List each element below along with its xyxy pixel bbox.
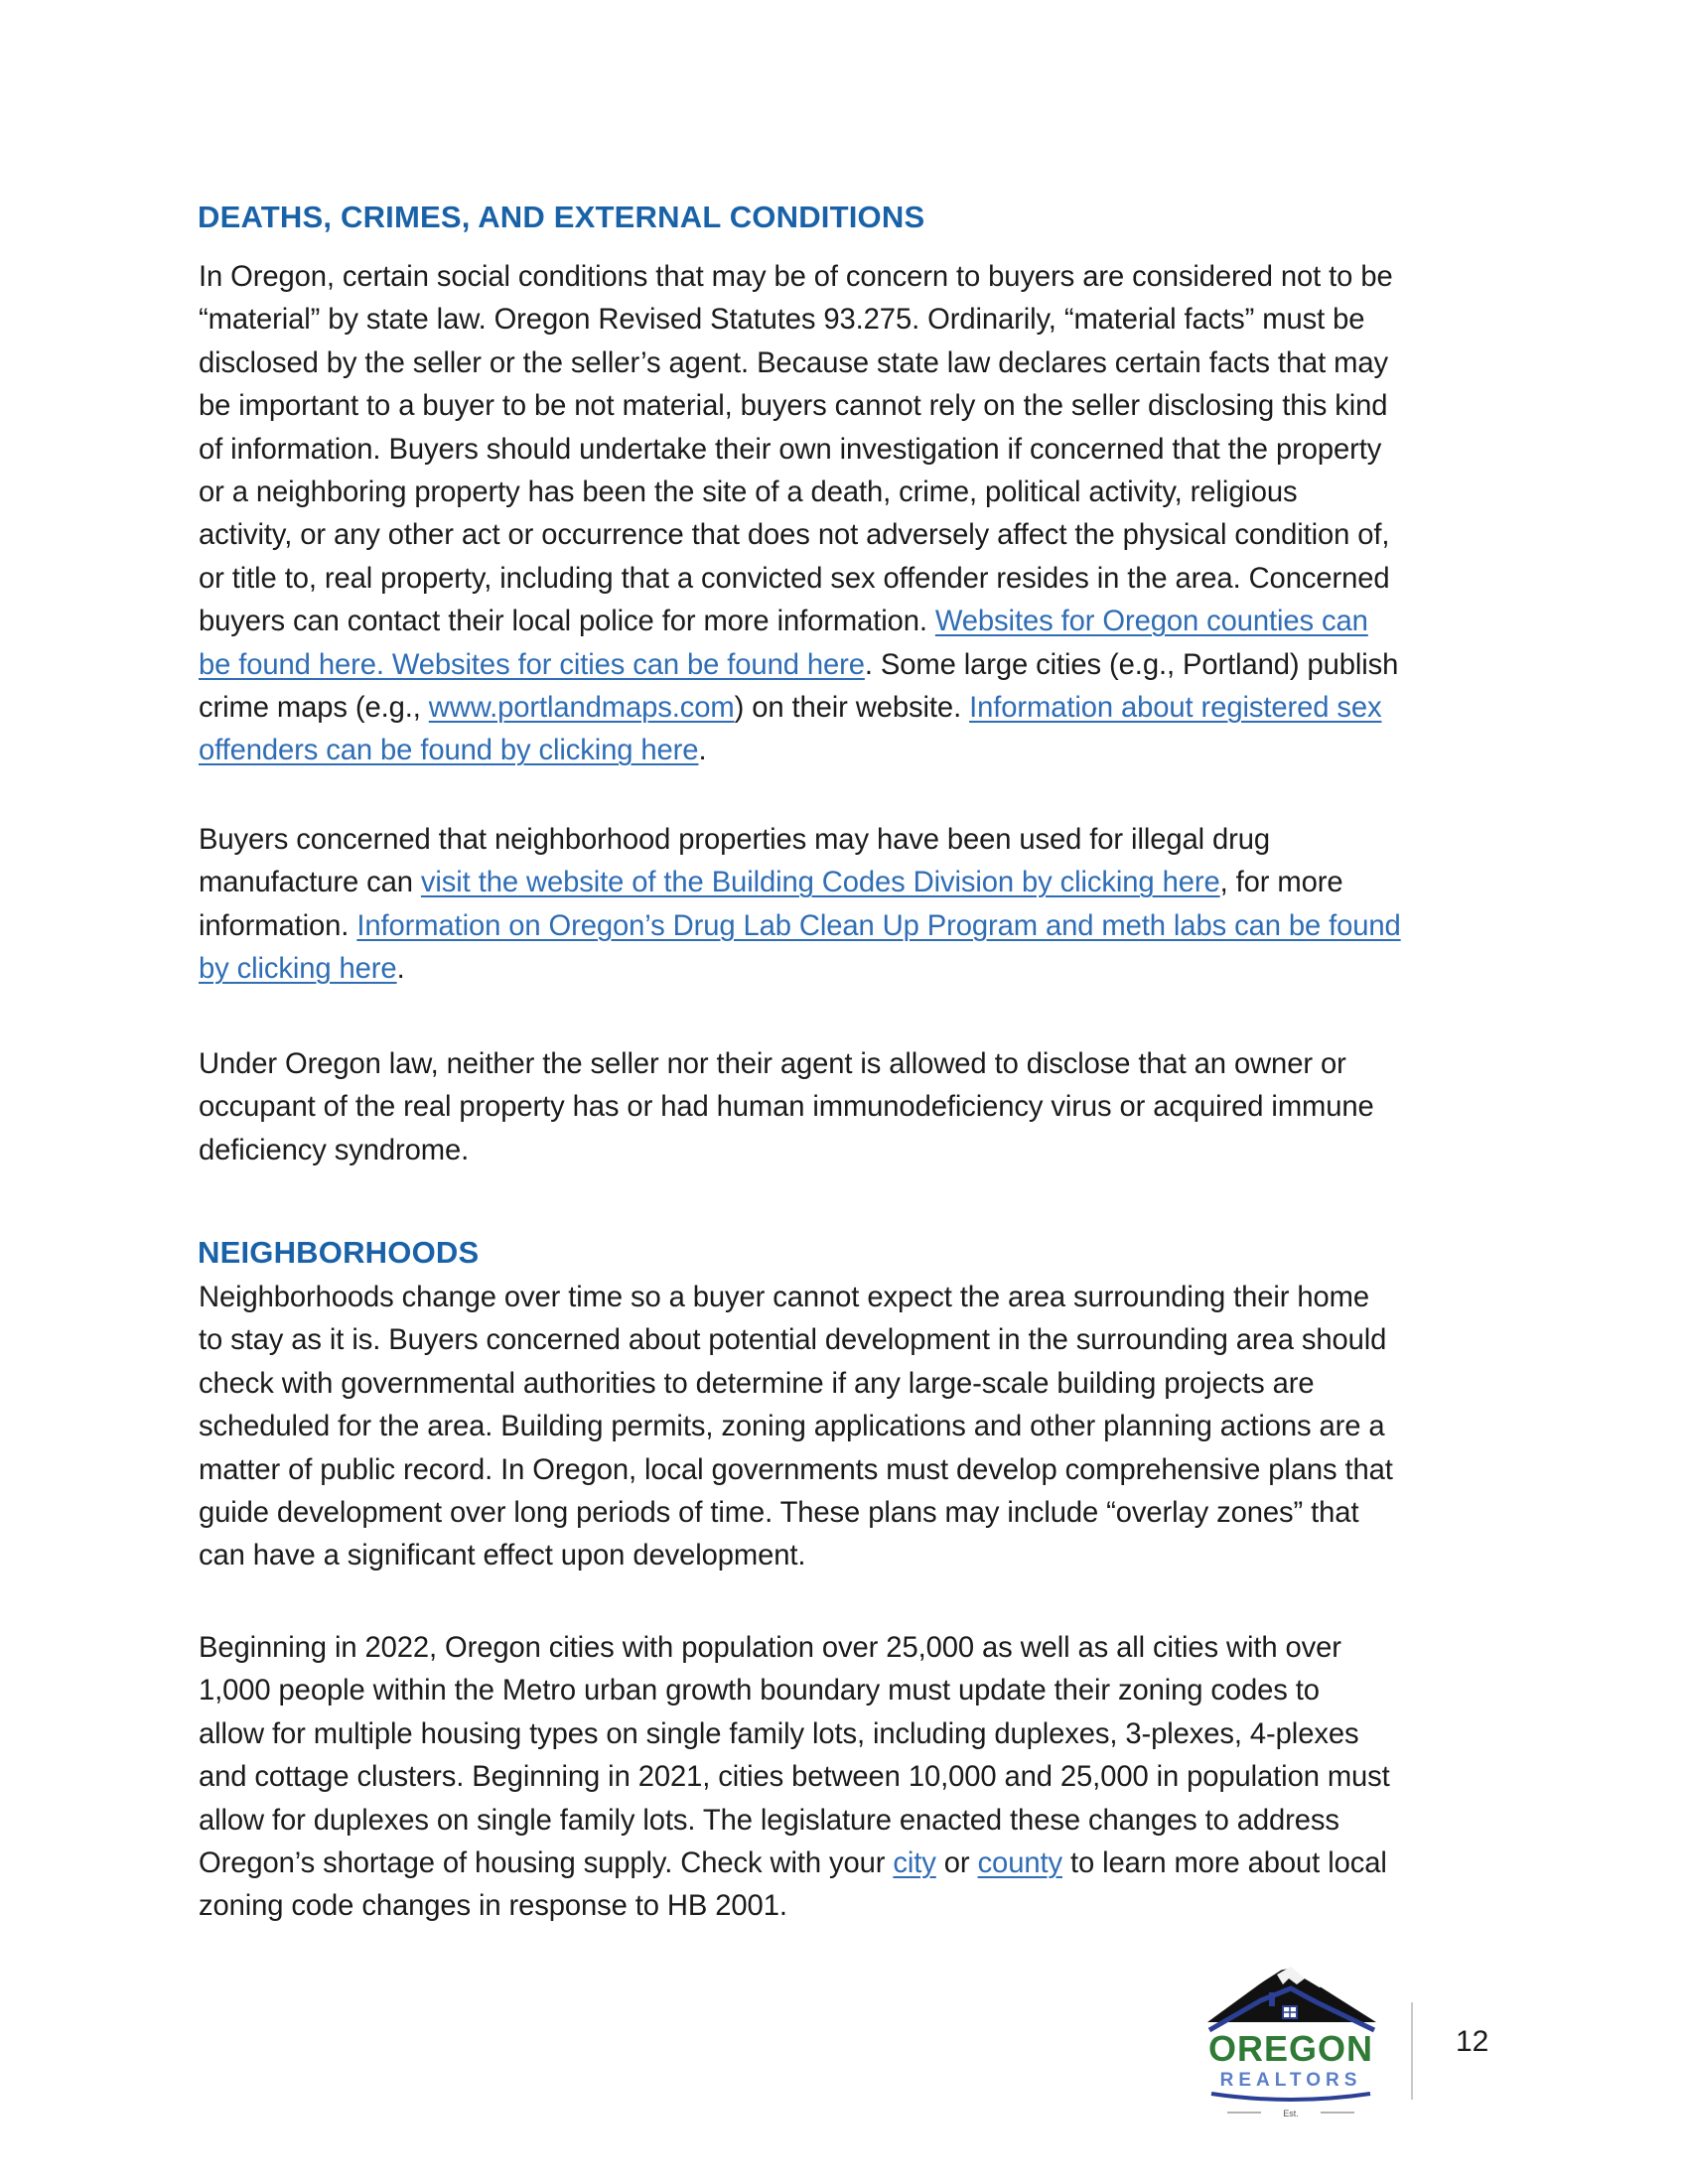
paragraph-neighborhood-change <box>199 1277 1489 1578</box>
text-line <box>199 948 1489 991</box>
text-run: crime maps (e.g., <box>199 692 429 725</box>
text-run: to learn more about local <box>1061 1847 1387 1880</box>
text-line <box>199 1086 1489 1129</box>
text-line <box>199 601 1489 643</box>
text-run: . Some large cities (e.g., Portland) publish <box>864 648 1399 681</box>
text-run: matter of public record. In Oregon, local governments must develop comprehensive plans that <box>199 1453 1393 1486</box>
text-run: Beginning in 2022, Oregon cities with population over 25,000 as well as all cities with over <box>199 1632 1341 1664</box>
text-line <box>199 472 1489 514</box>
text-line <box>199 1406 1489 1448</box>
text-run: deficiency syndrome. <box>199 1134 470 1166</box>
text-line <box>199 299 1489 341</box>
text-run: check with governmental authorities to determine if any large-scale building projects are <box>199 1367 1315 1400</box>
text-run: of information. Buyers should undertake their own investigation if concerned that the property <box>199 433 1382 466</box>
text-line <box>199 1756 1489 1799</box>
text-run: Neighborhoods change over time so a buyer cannot expect the area surrounding their home <box>199 1282 1369 1313</box>
text-line <box>199 862 1489 904</box>
paragraph-hiv-disclosure <box>199 1043 1489 1172</box>
text-line <box>199 1449 1489 1492</box>
text-run: “material” by state law. Oregon Revised Statutes 93.275. Ordinarily, “material facts” must be <box>199 304 1365 337</box>
text-run: , for more <box>1219 867 1343 899</box>
section-heading-deaths-crimes: DEATHS, CRIMES, AND EXTERNAL CONDITIONS <box>198 200 925 234</box>
hyperlink[interactable]: be found here. Websites for cities can be found here <box>199 648 865 681</box>
text-run: Buyers concerned that neighborhood properties may have been used for illegal drug <box>199 824 1271 856</box>
text-run: Oregon’s shortage of housing supply. Check with your <box>199 1847 894 1880</box>
text-line <box>199 1885 1489 1928</box>
text-line <box>199 1130 1489 1172</box>
svg-text:OREGON: OREGON <box>1207 2028 1374 2069</box>
text-run: or a neighboring property has been the site of a death, crime, political activity, religious <box>199 477 1298 509</box>
hyperlink[interactable]: Information on Oregon’s Drug Lab Clean Up Program and meth labs can be found <box>356 909 1401 942</box>
text-line <box>199 644 1489 687</box>
text-run: to stay as it is. Buyers concerned about potential development in the surrounding area should <box>199 1324 1387 1357</box>
text-line <box>199 1535 1489 1577</box>
oregon-realtors-logo-icon <box>1199 1961 1383 2119</box>
hyperlink[interactable]: by clicking here <box>199 953 397 986</box>
text-run: Under Oregon law, neither the seller nor their agent is allowed to disclose that an owner or <box>199 1048 1346 1080</box>
text-line <box>199 514 1489 557</box>
text-run: can have a significant effect upon development. <box>199 1540 806 1572</box>
paragraph-material-facts <box>199 256 1489 773</box>
hyperlink[interactable]: visit the website of the Building Codes Division by clicking here <box>420 867 1220 899</box>
text-run: zoning code changes in response to HB 2001. <box>199 1890 787 1923</box>
text-line <box>199 1492 1489 1535</box>
text-line <box>199 429 1489 472</box>
text-run: and cottage clusters. Beginning in 2021, cities between 10,000 and 25,000 in population must <box>199 1761 1390 1794</box>
hyperlink[interactable]: offenders can be found by clicking here <box>199 735 699 767</box>
text-line <box>199 1713 1489 1756</box>
svg-text:Est.: Est. <box>1283 2109 1299 2118</box>
oregon-realtors-logo <box>1199 1961 1383 2119</box>
footer-divider <box>1411 2002 1413 2100</box>
text-line <box>199 730 1489 772</box>
text-run: . <box>396 953 405 986</box>
text-run: be important to a buyer to be not material, buyers cannot rely on the seller disclosing this kind <box>199 390 1388 423</box>
text-run: buyers can contact their local police for more information. <box>199 606 935 638</box>
text-line <box>199 1627 1489 1670</box>
text-run: . <box>698 735 707 767</box>
text-run: guide development over long periods of time. These plans may include “overlay zones” that <box>199 1497 1359 1530</box>
paragraph-hb2001-zoning <box>199 1627 1489 1929</box>
text-run: activity, or any other act or occurrence that does not adversely affect the physical condition of, <box>199 519 1390 552</box>
text-run: disclosed by the seller or the seller’s agent. Because state law declares certain facts that may <box>199 346 1388 379</box>
hyperlink[interactable]: Information about registered sex <box>969 692 1382 725</box>
text-line <box>199 1319 1489 1362</box>
text-line <box>199 256 1489 299</box>
hyperlink[interactable]: city <box>893 1847 936 1880</box>
text-line <box>199 558 1489 601</box>
text-run: ) on their website. <box>734 692 970 725</box>
text-run: occupant of the real property has or had human immunodeficiency virus or acquired immune <box>199 1091 1374 1124</box>
text-line <box>199 1800 1489 1843</box>
text-run: scheduled for the area. Building permits, zoning applications and other planning actions are a <box>199 1411 1385 1443</box>
page-number: 12 <box>1456 2025 1489 2058</box>
text-run: In Oregon, certain social conditions that may be of concern to buyers are considered not to be <box>199 261 1393 293</box>
text-line <box>199 1670 1489 1712</box>
text-line <box>199 385 1489 428</box>
text-line <box>199 342 1489 385</box>
text-line <box>199 1277 1489 1319</box>
text-run: or title to, real property, including that a convicted sex offender resides in the area. Concerned <box>199 562 1390 595</box>
paragraph-drug-labs <box>199 819 1489 992</box>
text-run: allow for multiple housing types on single family lots, including duplexes, 3-plexes, 4-plexes <box>199 1717 1359 1750</box>
hyperlink[interactable]: Websites for Oregon counties can <box>934 606 1368 638</box>
text-run: manufacture can <box>199 867 421 899</box>
text-line <box>199 1043 1489 1086</box>
text-run: 1,000 people within the Metro urban growth boundary must update their zoning codes to <box>199 1675 1320 1707</box>
text-line <box>199 687 1489 730</box>
svg-text:REALTORS: REALTORS <box>1219 2070 1362 2091</box>
hyperlink[interactable]: county <box>977 1847 1062 1880</box>
text-line <box>199 1843 1489 1885</box>
text-line <box>199 819 1489 862</box>
text-run: allow for duplexes on single family lots. The legislature enacted these changes to address <box>199 1804 1339 1837</box>
text-run: or <box>935 1847 978 1880</box>
text-line <box>199 905 1489 948</box>
section-heading-neighborhoods: NEIGHBORHOODS <box>198 1235 480 1270</box>
text-line <box>199 1363 1489 1406</box>
text-run: information. <box>199 909 357 942</box>
hyperlink[interactable]: www.portlandmaps.com <box>428 692 735 725</box>
